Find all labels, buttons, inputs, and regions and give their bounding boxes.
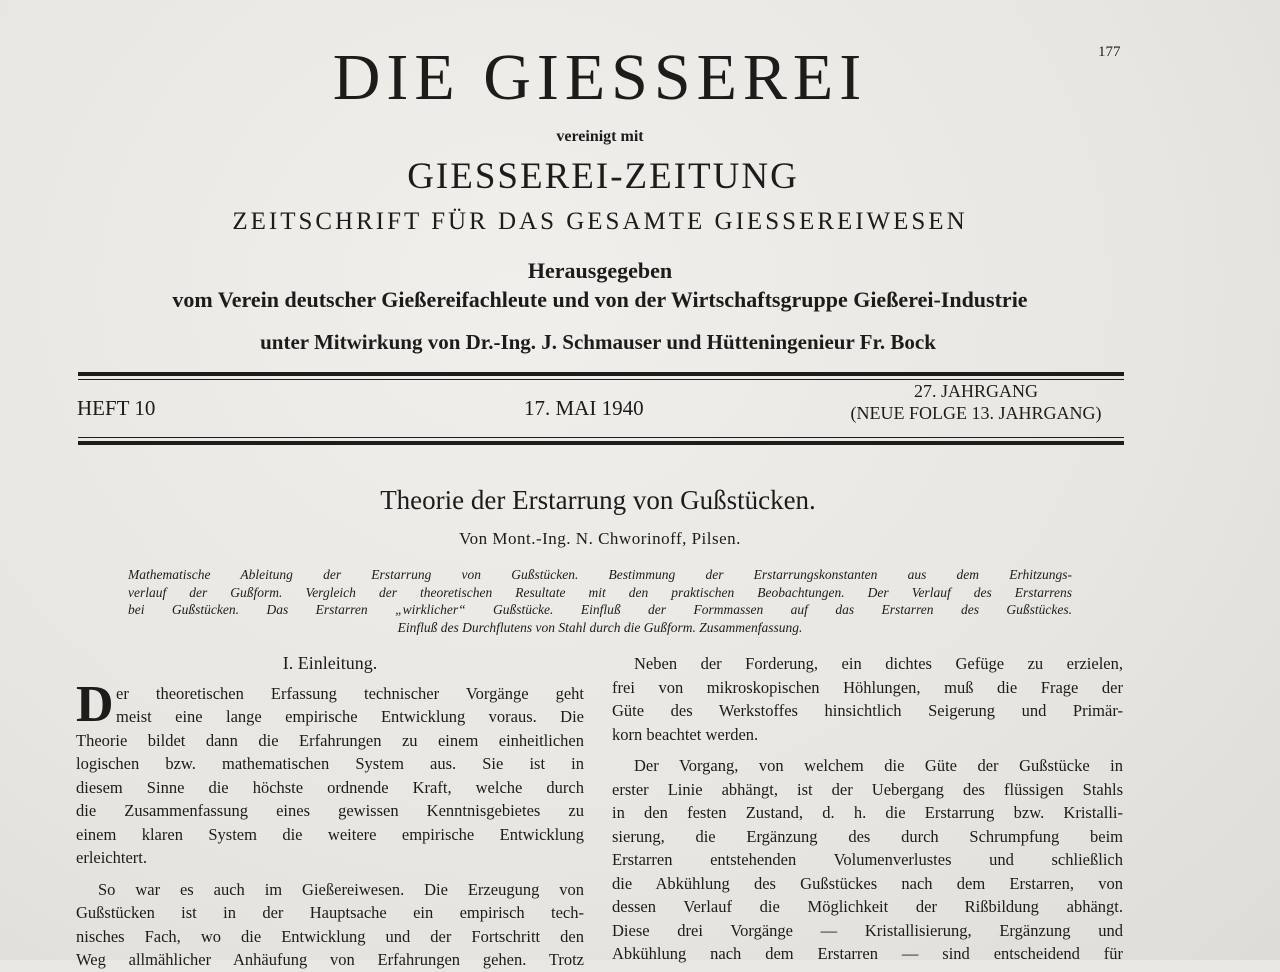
text-line: korn beachtet werden. bbox=[612, 724, 759, 744]
bottom-thin-rule bbox=[78, 437, 1124, 438]
text-line: Diese drei Vorgänge — Kristallisierung, Ergänzung und bbox=[612, 920, 1123, 940]
paragraph bbox=[76, 675, 584, 870]
text-line: Weg allmählicher Anhäufung von Erfahrungen gehen. Trotz bbox=[76, 950, 584, 969]
article-title: Theorie der Erstarrung von Gußstücken. bbox=[380, 485, 816, 515]
text-line: logischen bzw. mathematischen System aus. Sie ist in bbox=[76, 754, 584, 773]
text-line: frei von mikroskopischen Höhlungen, muß die Frage der bbox=[612, 677, 1123, 697]
masthead-subtitle: GIESSEREI-ZEITUNG bbox=[407, 156, 799, 197]
text-line: die Abkühlung des Gußstückes nach dem Erstarren, von bbox=[612, 873, 1123, 893]
abstract-line: verlauf der Gußform. Vergleich der theoretischen Resultate mit den praktischen Beobachtungen. Der Verlauf des Erstarrens bbox=[128, 584, 1072, 600]
bottom-thick-rule bbox=[78, 441, 1124, 445]
section-heading: I. Einleitung. bbox=[282, 653, 378, 673]
volume-line-2: (NEUE FOLGE 13. JAHRGANG) bbox=[850, 403, 1102, 423]
text-line: die Zusammenfassung eines gewissen Kenntnisgebietes zu bbox=[76, 801, 584, 820]
text-line: Neben der Forderung, ein dichtes Gefüge zu erzielen, bbox=[634, 654, 1123, 673]
text-line: Gußstücken ist in der Hauptsache ein empirisch tech- bbox=[76, 903, 584, 922]
right-column bbox=[612, 652, 1123, 966]
text-line: Güte des Werkstoffes hinsichtlich Seigerung und Primär- bbox=[612, 701, 1123, 720]
text-line: So war es auch im Gießereiwesen. Die Erzeugung von bbox=[98, 879, 584, 899]
text-line: einem klaren System die weitere empirische Entwicklung bbox=[76, 824, 584, 844]
publisher-label: Herausgegeben bbox=[527, 258, 673, 283]
paragraph bbox=[612, 754, 1123, 966]
volume-line-1: 27. JAHRGANG bbox=[913, 381, 1038, 401]
journal-description: ZEITSCHRIFT FÜR DAS GESAMTE GIESSEREIWESEN bbox=[232, 208, 968, 235]
text-line: diesem Sinne die höchste ordnende Kraft, welche durch bbox=[76, 777, 584, 797]
volume-info bbox=[826, 380, 1126, 424]
text-line: Erstarren entstehenden Volumenverlustes und schließlich bbox=[612, 850, 1123, 869]
text-line: Abkühlung nach dem Erstarren — sind entscheidend für bbox=[612, 944, 1123, 963]
article-abstract bbox=[128, 566, 1072, 636]
drop-cap: D bbox=[76, 675, 114, 733]
text-line: meist eine lange empirische Entwicklung voraus. Die bbox=[116, 707, 584, 726]
issue-date: 17. MAI 1940 bbox=[524, 396, 644, 420]
paragraph bbox=[76, 878, 584, 972]
text-line: er theoretischen Erfassung technischer Vorgänge geht bbox=[116, 683, 584, 703]
page-number: 177 bbox=[1098, 44, 1121, 60]
abstract-line: Einfluß des Durchflutens von Stahl durch die Gußform. Zusammenfassung. bbox=[397, 619, 803, 635]
text-line: nisches Fach, wo die Entwicklung und der Fortschritt den bbox=[76, 926, 584, 946]
top-thick-rule bbox=[78, 372, 1124, 376]
text-line: dessen Verlauf die Möglichkeit der Rißbildung abhängt. bbox=[612, 897, 1123, 916]
masthead-united-note: vereinigt mit bbox=[556, 128, 644, 145]
text-line: Der Vorgang, von welchem die Güte der Gußstücke in bbox=[634, 756, 1123, 775]
article-author: Von Mont.-Ing. N. Chworinoff, Pilsen. bbox=[459, 529, 741, 548]
issue-number: HEFT 10 bbox=[77, 396, 156, 420]
abstract-line: Mathematische Ableitung der Erstarrung von Gußstücken. Bestimmung der Erstarrungskonstanten aus dem Erhitzungs- bbox=[128, 567, 1072, 582]
paragraph bbox=[612, 652, 1123, 746]
text-line: erster Linie abhängt, ist der Uebergang des flüssigen Stahls bbox=[612, 779, 1123, 799]
left-column bbox=[76, 652, 584, 972]
text-line: Theorie bildet dann die Erfahrungen zu einem einheitlichen bbox=[76, 730, 584, 750]
text-line: erleichtert. bbox=[76, 848, 147, 867]
publisher-line: vom Verein deutscher Gießereifachleute und von der Wirtschaftsgruppe Gießerei-Industrie bbox=[172, 287, 1028, 312]
collaboration-line: unter Mitwirkung von Dr.-Ing. J. Schmauser und Hütteningenieur Fr. Bock bbox=[260, 330, 936, 354]
text-line: sierung, die Ergänzung des durch Schrumpfung beim bbox=[612, 826, 1123, 846]
masthead-title: DIE GIESSEREI bbox=[332, 41, 868, 114]
text-line: in den festen Zustand, d. h. die Erstarrung bzw. Kristalli- bbox=[612, 803, 1123, 822]
abstract-line: bei Gußstücken. Das Erstarren „wirklicher“ Gußstücke. Einfluß der Formmassen auf das Erstarren des Gußstückes. bbox=[128, 602, 1072, 617]
